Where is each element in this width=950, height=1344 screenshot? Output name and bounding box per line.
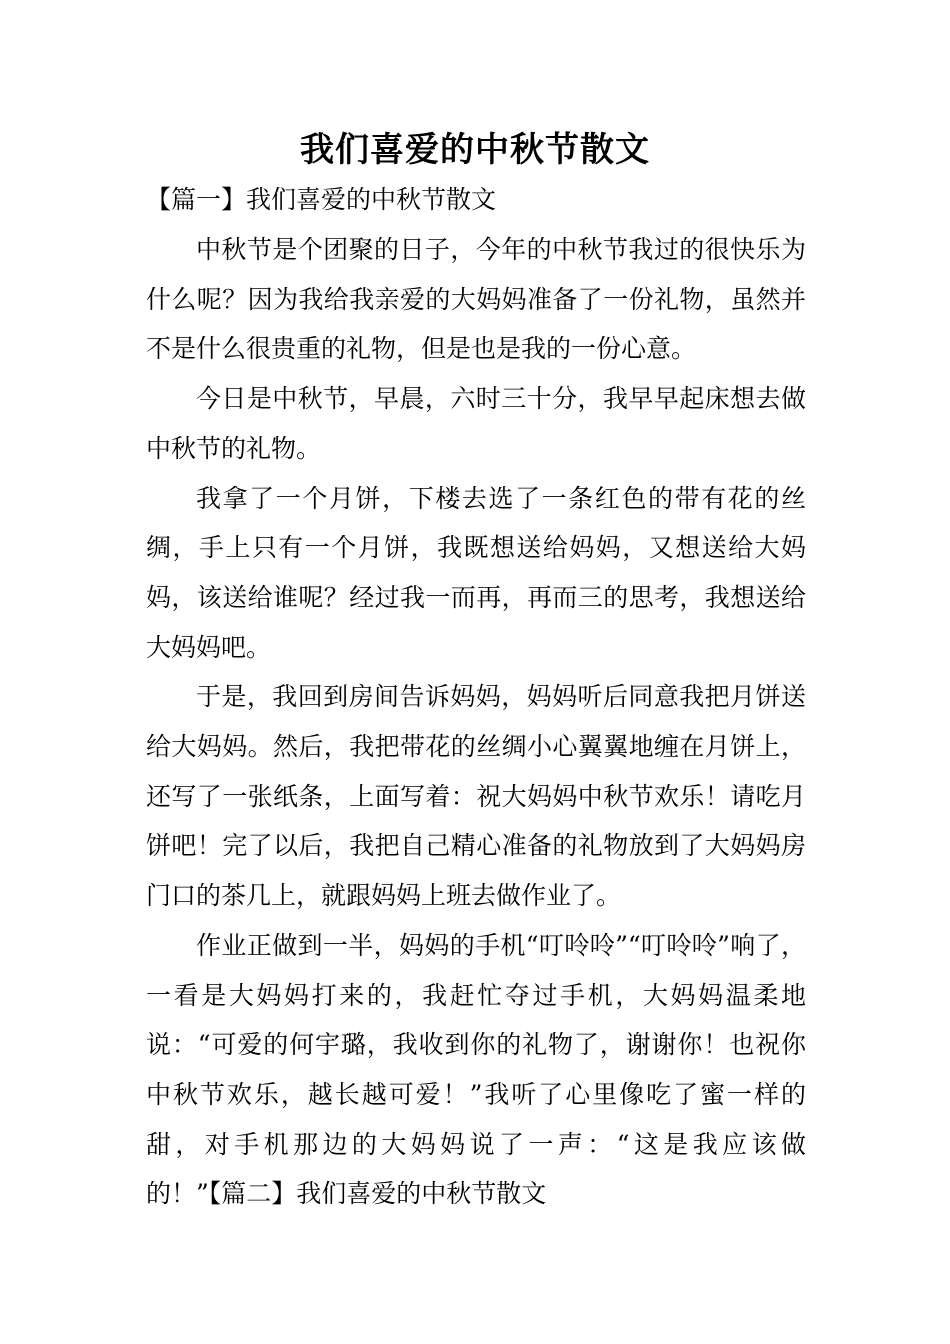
paragraph-3: 我拿了一个月饼，下楼去选了一条红色的带有花的丝绸，手上只有一个月饼，我既想送给妈妈，又想送给大妈妈，该送给谁呢？经过我一而再，再而三的思考，我想送给大妈妈吧。 — [146, 483, 806, 662]
document-body — [146, 225, 806, 1219]
document-title: 我们喜爱的中秋节散文 — [300, 130, 650, 170]
paragraph-1: 中秋节是个团聚的日子，今年的中秋节我过的很快乐为什么呢？因为我给我亲爱的大妈妈准备了一份礼物，虽然并不是什么很贵重的礼物，但是也是我的一份心意。 — [146, 235, 806, 364]
paragraph-2: 今日是中秋节，早晨，六时三十分，我早早起床想去做中秋节的礼物。 — [146, 384, 806, 463]
section-heading: 【篇一】我们喜爱的中秋节散文 — [146, 185, 497, 214]
paragraph-5: 作业正做到一半，妈妈的手机“叮呤呤”“叮呤呤”响了，一看是大妈妈打来的，我赶忙夺过手机，大妈妈温柔地说：“可爱的何宇璐，我收到你的礼物了，谢谢你！也祝你中秋节欢乐，越长越可爱！”我听了心里像吃了蜜一样的甜，对手机那边的大妈妈说了一声：“这是我应该做的！”【篇二】我们喜爱的中秋节散文 — [146, 930, 807, 1209]
paragraph-4: 于是，我回到房间告诉妈妈，妈妈听后同意我把月饼送给大妈妈。然后，我把带花的丝绸小心翼翼地缠在月饼上，还写了一张纸条，上面写着：祝大妈妈中秋节欢乐！请吃月饼吧！完了以后，我把自己精心准备的礼物放到了大妈妈房门口的茶几上，就跟妈妈上班去做作业了。 — [146, 682, 806, 911]
